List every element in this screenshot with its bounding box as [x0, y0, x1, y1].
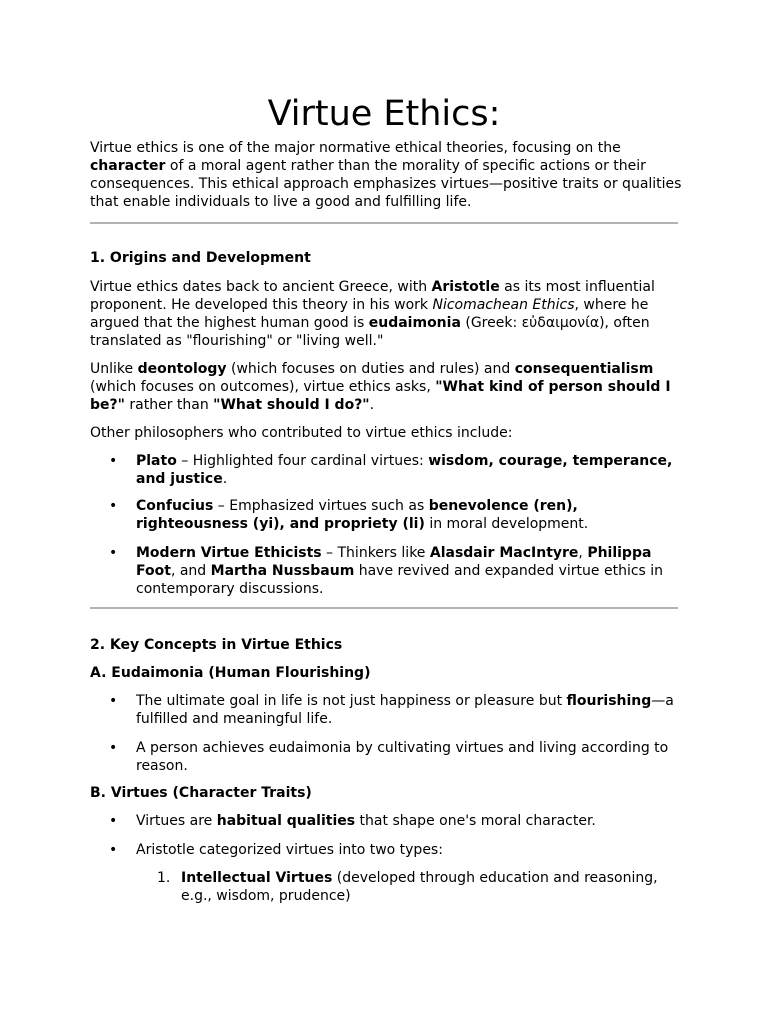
bold-confucian-virtues: benevolence (ren), righteousness (yi), and propriety (li)	[136, 498, 578, 532]
bullet-marker: •	[109, 693, 118, 709]
text-run: – Thinkers like	[321, 545, 430, 561]
text-run: , where he argued that the highest human good is	[90, 297, 649, 331]
bold-aristotle: Aristotle	[431, 279, 500, 295]
bold-eudaimonia: eudaimonia	[368, 315, 461, 331]
section-1-paragraph-2	[90, 360, 682, 414]
text-run: (Greek: εὐδαιμονία), often translated as "flourishing" or "living well."	[90, 315, 650, 349]
bold-confucius: Confucius	[136, 498, 214, 514]
intro-paragraph	[90, 139, 682, 211]
bold-quote-what-should: "What should I do?"	[213, 397, 370, 413]
list-item-confucius	[136, 497, 682, 533]
list-item-achieving-eudaimonia	[136, 739, 682, 775]
text-run: —a fulfilled and meaningful life.	[136, 693, 674, 727]
text-run: Virtue ethics dates back to ancient Greece, with	[90, 279, 432, 295]
list-item-plato	[136, 452, 682, 488]
text-run: – Highlighted four cardinal virtues:	[176, 453, 429, 469]
text-run: (which focuses on duties and rules) and	[226, 361, 515, 377]
intro-text-1: Virtue ethics is one of the major normative ethical theories, focusing on the	[90, 140, 621, 156]
text-run: , and	[170, 563, 211, 579]
section-1-paragraph-1	[90, 278, 682, 350]
bold-philippa-foot: Philippa Foot	[136, 545, 652, 579]
text-run: (which focuses on outcomes), virtue ethics asks,	[90, 379, 436, 395]
text-run: Virtues are	[136, 813, 217, 829]
bold-modern-virtue-ethicists: Modern Virtue Ethicists	[136, 545, 322, 561]
bullet-marker: •	[109, 545, 118, 561]
text-run: that shape one's moral character.	[355, 813, 596, 829]
section-1-heading: 1. Origins and Development	[90, 250, 311, 266]
numbered-marker: 1.	[157, 870, 171, 886]
section-1-paragraph-3: Other philosophers who contributed to virtue ethics include:	[90, 425, 513, 441]
text-run: have revived and expanded virtue ethics in contemporary discussions.	[136, 563, 664, 597]
bold-quote-what-kind: "What kind of person should I be?"	[90, 379, 671, 413]
bullet-marker: •	[109, 453, 118, 469]
text-run: .	[369, 397, 375, 413]
bullet-marker: •	[109, 813, 118, 829]
text-run: rather than	[124, 397, 214, 413]
bold-habitual-qualities: habitual qualities	[216, 813, 356, 829]
list-item-two-types	[136, 841, 682, 859]
bold-plato: Plato	[136, 453, 177, 469]
text-run: as its most influential proponent. He developed this theory in his work	[90, 279, 655, 313]
text-run: (developed through education and reasoning, e.g., wisdom, prudence)	[181, 870, 658, 904]
intro-text-2: of a moral agent rather than the morality of specific actions or their consequences. This ethical approach emphasizes virtues—positive traits or qualities that enable individuals to live a good and fulfilling life.	[90, 158, 682, 210]
intro-bold-character: character	[90, 158, 166, 174]
text-run: Unlike	[90, 361, 138, 377]
text-run: The ultimate goal in life is not just happiness or pleasure but	[136, 693, 567, 709]
subsection-a-heading: A. Eudaimonia (Human Flourishing)	[90, 665, 371, 681]
text-run: ,	[578, 545, 588, 561]
bold-martha-nussbaum: Martha Nussbaum	[210, 563, 355, 579]
bold-deontology: deontology	[137, 361, 227, 377]
list-item-flourishing	[136, 692, 682, 728]
bullet-marker: •	[109, 740, 118, 756]
document-title: Virtue Ethics:	[267, 94, 501, 134]
bold-flourishing: flourishing	[566, 693, 652, 709]
bold-consequentialism: consequentialism	[514, 361, 654, 377]
numbered-item-intellectual-virtues	[181, 869, 682, 905]
bold-macintyre: Alasdair MacIntyre	[429, 545, 579, 561]
bullet-marker: •	[109, 498, 118, 514]
italic-nicomachean-ethics: Nicomachean Ethics	[432, 297, 575, 313]
horizontal-divider	[90, 222, 678, 224]
list-item-modern-ethicists	[136, 544, 682, 598]
section-2-heading: 2. Key Concepts in Virtue Ethics	[90, 637, 343, 653]
text-run: A person achieves eudaimonia by cultivating virtues and living according to reason.	[136, 740, 669, 774]
bold-cardinal-virtues: wisdom, courage, temperance, and justice	[136, 453, 673, 487]
bold-intellectual-virtues: Intellectual Virtues	[181, 870, 333, 886]
bullet-marker: •	[109, 842, 118, 858]
text-run: .	[222, 471, 228, 487]
subsection-b-heading: B. Virtues (Character Traits)	[90, 785, 312, 801]
text-run: in moral development.	[424, 516, 589, 532]
text-run: – Emphasized virtues such as	[213, 498, 429, 514]
text-run: Aristotle categorized virtues into two types:	[136, 842, 443, 858]
list-item-habitual-qualities	[136, 812, 682, 830]
horizontal-divider	[90, 607, 678, 609]
